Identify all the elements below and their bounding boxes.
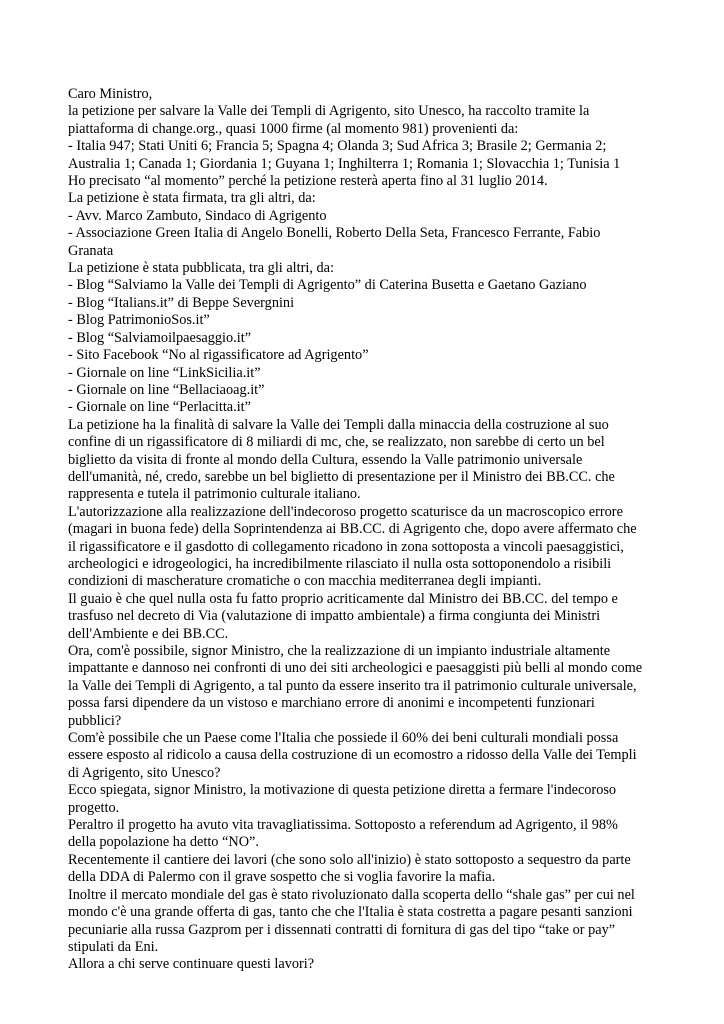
text-line: progetto. <box>68 799 120 816</box>
text-line: Granata <box>68 242 114 259</box>
text-line: rappresenta e tutela il patrimonio culturale italiano. <box>68 486 361 503</box>
publisher-item: - Blog PatrimonioSos.it” <box>68 312 210 329</box>
text-line: Recentemente il cantiere dei lavori (che sono solo all'inizio) è stato sottoposto a sequestro da parte <box>68 851 631 868</box>
text-line: La petizione ha la finalità di salvare la Valle dei Templi dalla minaccia della costruzione al suo <box>68 416 609 433</box>
text-line: dell'umanità, né, credo, sarebbe un bel biglietto di presentazione per il Ministro dei BB.CC. che <box>68 468 615 485</box>
text-line: La petizione è stata pubblicata, tra gli altri, da: <box>68 260 334 277</box>
publisher-item: - Blog “Salviamo la Valle dei Templi di Agrigento” di Caterina Busetta e Gaetano Gaziano <box>68 277 587 294</box>
text-line: Ecco spiegata, signor Ministro, la motivazione di questa petizione diretta a fermare l'indecoroso <box>68 782 617 799</box>
text-line: trasfuso nel decreto di Via (valutazione di impatto ambientale) a firma congiunta dei Ministri <box>68 608 601 625</box>
text-line: stipulati da Eni. <box>68 938 159 955</box>
text-line: della popolazione ha detto “NO”. <box>68 834 259 851</box>
text-line: possa farsi dipendere da un vistoso e marchiano errore di anonimi e incompetenti funzionari <box>68 695 595 712</box>
text-line: Com'è possibile che un Paese come l'Italia che possiede il 60% dei beni culturali mondiali possa <box>68 730 619 747</box>
closing-question: Allora a chi serve continuare questi lavori? <box>68 956 315 973</box>
publisher-item: - Giornale on line “Bellaciaoag.it” <box>68 381 265 398</box>
text-line: condizioni di mascherature cromatiche o con macchia mediterranea degli impianti. <box>68 573 542 590</box>
text-line: - Italia 947; Stati Uniti 6; Francia 5; Spagna 4; Olanda 3; Sud Africa 3; Brasile 2; Germania 2; <box>68 138 607 155</box>
publisher-item: - Sito Facebook “No al rigassificatore ad Agrigento” <box>68 347 369 364</box>
text-line: la Valle dei Templi di Agrigento, a tal punto da essere inserito tra il patrimonio culturale universale, <box>68 677 637 694</box>
letter-body <box>68 86 668 974</box>
signatory-item: - Avv. Marco Zambuto, Sindaco di Agrigento <box>68 207 327 224</box>
text-line: piattaforma di change.org., quasi 1000 firme (al momento 981) provenienti da: <box>68 120 519 137</box>
publisher-item: - Giornale on line “Perlacitta.it” <box>68 399 252 416</box>
text-line: dell'Ambiente e dei BB.CC. <box>68 625 229 642</box>
text-line: Peraltro il progetto ha avuto vita travagliatissima. Sottoposto a referendum ad Agrigento, il 98% <box>68 817 618 834</box>
text-line: impattante e dannoso nei confronti di uno dei siti archeologici e paesaggisti più belli al mondo come <box>68 660 643 677</box>
text-line: biglietto da visita di fronte al mondo della Cultura, essendo la Valle patrimonio universale <box>68 451 583 468</box>
text-line: Il guaio è che quel nulla osta fu fatto proprio acriticamente dal Ministro dei BB.CC. del tempo e <box>68 590 618 607</box>
text-line: mondo c'è una grande offerta di gas, tanto che che l'Italia è stata costretta a pagare pesanti sanzioni <box>68 904 633 921</box>
text-line: L'autorizzazione alla realizzazione dell'indecoroso progetto scaturisce da un macroscopico errore <box>68 503 623 520</box>
text-line: La petizione è stata firmata, tra gli altri, da: <box>68 190 316 207</box>
text-line: (magari in buona fede) della Soprintendenza ai BB.CC. di Agrigento che, dopo avere affermato che <box>68 521 637 538</box>
text-line: della DDA di Palermo con il grave sospetto che si voglia favorire la mafia. <box>68 869 496 886</box>
text-line: confine di un rigassificatore di 8 miliardi di mc, che, se realizzato, non sarebbe di certo un bel <box>68 434 605 451</box>
text-line: Ora, com'è possibile, signor Ministro, che la realizzazione di un impianto industriale altamente <box>68 643 611 659</box>
text-line: pubblici? <box>68 712 122 729</box>
signatory-item: - Associazione Green Italia di Angelo Bonelli, Roberto Della Seta, Francesco Ferrante, Fabio <box>68 225 601 242</box>
text-line: Australia 1; Canada 1; Giordania 1; Guyana 1; Inghilterra 1; Romania 1; Slovacchia 1; Tunisia 1 <box>68 155 621 172</box>
text-line: di Agrigento, sito Unesco? <box>68 764 221 781</box>
text-line: il rigassificatore e il gasdotto di collegamento ricadono in zona sottoposta a vincoli paesaggistici, <box>68 538 624 555</box>
text-line: Ho precisato “al momento” perché la petizione resterà aperta fino al 31 luglio 2014. <box>68 173 548 190</box>
publisher-item: - Blog “Salviamoilpaesaggio.it” <box>68 329 252 346</box>
publisher-item: - Blog “Italians.it” di Beppe Severgnini <box>68 294 295 311</box>
text-line: archeologici e idrogeologici, ha incredibilmente rilasciato il nulla osta sottoponendolo a risibili <box>68 555 612 572</box>
text-line: essere esposto al ridicolo a causa della costruzione di un ecomostro a ridosso della Valle dei Templi <box>68 747 637 764</box>
publisher-item: - Giornale on line “LinkSicilia.it” <box>68 364 261 381</box>
text-line: pecuniarie alla russa Gazprom per i dissennati contratti di fornitura di gas del tipo “take or pay” <box>68 921 616 938</box>
text-line: la petizione per salvare la Valle dei Templi di Agrigento, sito Unesco, ha raccolto tramite la <box>68 103 590 120</box>
text-line: Inoltre il mercato mondiale del gas è stato rivoluzionato dalla scoperta dello “shale gas” per cui nel <box>68 886 635 903</box>
salutation: Caro Ministro, <box>68 86 153 102</box>
